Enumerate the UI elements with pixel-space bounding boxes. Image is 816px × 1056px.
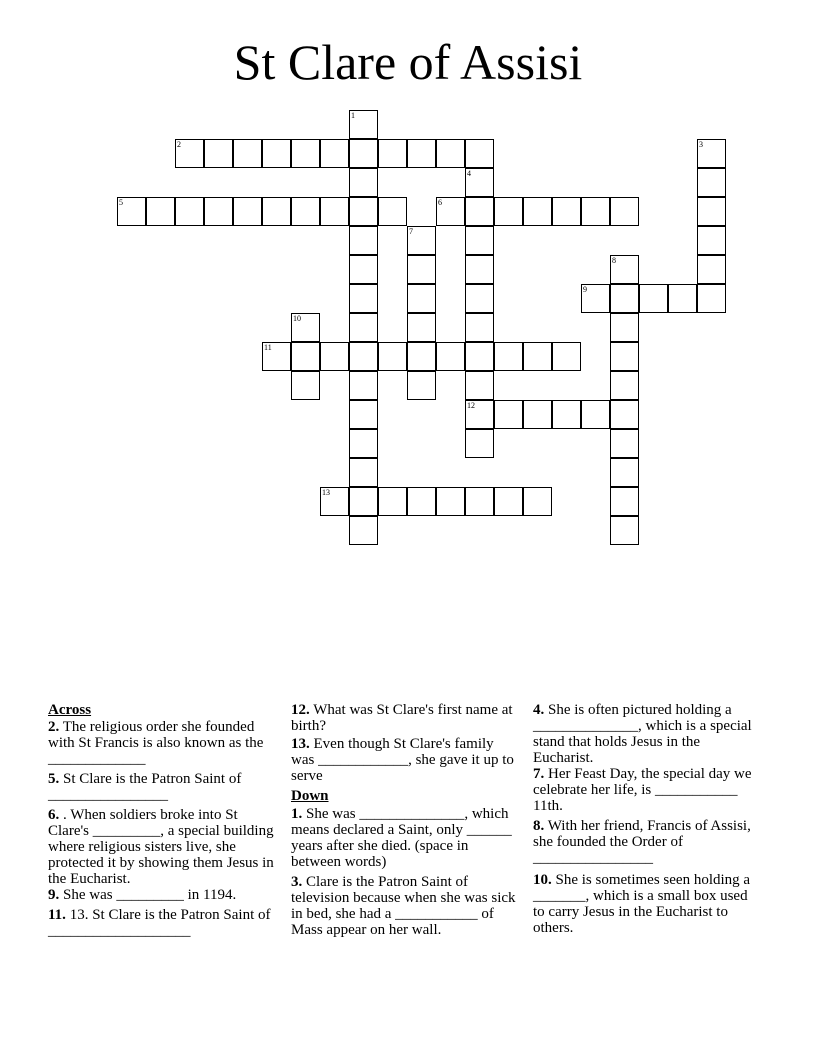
- grid-cell[interactable]: [291, 197, 320, 226]
- clue-number: 7.: [533, 766, 545, 782]
- grid-cell[interactable]: [349, 197, 378, 226]
- cell-input[interactable]: [205, 198, 232, 225]
- grid-cell[interactable]: [465, 139, 494, 168]
- cell-input[interactable]: [321, 343, 348, 370]
- grid-cell[interactable]: [697, 168, 726, 197]
- cell-input[interactable]: [698, 169, 725, 196]
- clue-text: Clare is the Patron Saint of television because when she was sick in bed, she had a ___________ of Mass appear on her wall.: [291, 874, 516, 938]
- cell-input[interactable]: [379, 488, 406, 515]
- cell-input[interactable]: [350, 285, 377, 312]
- clue-text: She is often pictured holding a ______________, which is a special stand that holds Jesus in the Eucharist.: [533, 702, 752, 766]
- grid-cell[interactable]: [349, 255, 378, 284]
- grid-cell[interactable]: [465, 226, 494, 255]
- cell-input[interactable]: [350, 140, 377, 167]
- grid-cell[interactable]: [610, 313, 639, 342]
- cell-input[interactable]: [611, 314, 638, 341]
- grid-cell[interactable]: [349, 313, 378, 342]
- grid-cell[interactable]: [465, 255, 494, 284]
- grid-cell[interactable]: [262, 139, 291, 168]
- clue-number: 3.: [291, 874, 303, 890]
- grid-cell[interactable]: [407, 284, 436, 313]
- clue-number: 9.: [48, 887, 60, 903]
- across-clue-6: [48, 807, 274, 887]
- cell-input[interactable]: [321, 198, 348, 225]
- cell-input[interactable]: [611, 488, 638, 515]
- clue-number-label: 6: [438, 198, 442, 207]
- cell-input[interactable]: [292, 343, 319, 370]
- cell-input[interactable]: [408, 285, 435, 312]
- grid-cell[interactable]: [523, 400, 552, 429]
- grid-cell[interactable]: [146, 197, 175, 226]
- grid-cell[interactable]: [465, 371, 494, 400]
- clues-column-2: [291, 702, 517, 942]
- cell-input[interactable]: [611, 401, 638, 428]
- grid-cell[interactable]: [436, 197, 465, 226]
- grid-cell[interactable]: [465, 429, 494, 458]
- grid-cell[interactable]: [349, 168, 378, 197]
- clue-number: 11.: [48, 907, 66, 923]
- cell-input[interactable]: [350, 343, 377, 370]
- grid-cell[interactable]: [581, 400, 610, 429]
- grid-cell[interactable]: [610, 458, 639, 487]
- grid-cell[interactable]: [291, 139, 320, 168]
- page-title: St Clare of Assisi: [233, 34, 583, 90]
- grid-cell[interactable]: [117, 197, 146, 226]
- cell-input[interactable]: [408, 256, 435, 283]
- grid-cell[interactable]: [610, 487, 639, 516]
- across-clue-12: [291, 702, 517, 734]
- grid-cell[interactable]: [407, 371, 436, 400]
- cell-input[interactable]: [495, 401, 522, 428]
- grid-cell[interactable]: [349, 139, 378, 168]
- clue-text: What was St Clare's first name at birth?: [291, 702, 513, 734]
- cell-input[interactable]: [466, 227, 493, 254]
- clue-number-label: 1: [351, 111, 355, 120]
- cell-input[interactable]: [466, 343, 493, 370]
- cell-input[interactable]: [582, 401, 609, 428]
- cell-input[interactable]: [611, 517, 638, 544]
- clue-number-label: 2: [177, 140, 181, 149]
- grid-cell[interactable]: [610, 342, 639, 371]
- cell-input[interactable]: [350, 372, 377, 399]
- down-clue-10: [533, 872, 759, 936]
- cell-input[interactable]: [321, 140, 348, 167]
- grid-cell[interactable]: [610, 400, 639, 429]
- cell-input[interactable]: [524, 401, 551, 428]
- cell-input[interactable]: [147, 198, 174, 225]
- cell-input[interactable]: [698, 198, 725, 225]
- cell-input[interactable]: [611, 430, 638, 457]
- grid-cell[interactable]: [523, 197, 552, 226]
- down-clue-4: [533, 702, 759, 766]
- grid-cell[interactable]: [697, 255, 726, 284]
- grid-cell[interactable]: [610, 284, 639, 313]
- cell-input[interactable]: [437, 343, 464, 370]
- grid-cell[interactable]: [581, 197, 610, 226]
- grid-cell[interactable]: [639, 284, 668, 313]
- grid-cell[interactable]: [407, 139, 436, 168]
- cell-input[interactable]: [350, 401, 377, 428]
- cell-input[interactable]: [524, 488, 551, 515]
- grid-cell[interactable]: [552, 197, 581, 226]
- cell-input[interactable]: [611, 459, 638, 486]
- cell-input[interactable]: [437, 488, 464, 515]
- cell-input[interactable]: [408, 372, 435, 399]
- clue-number: 10.: [533, 872, 552, 888]
- cell-input[interactable]: [524, 343, 551, 370]
- cell-input[interactable]: [350, 488, 377, 515]
- grid-cell[interactable]: [349, 284, 378, 313]
- grid-cell[interactable]: [349, 342, 378, 371]
- cell-input[interactable]: [350, 169, 377, 196]
- cell-input[interactable]: [379, 198, 406, 225]
- grid-cell[interactable]: [465, 342, 494, 371]
- cell-input[interactable]: [611, 285, 638, 312]
- clue-number-label: 8: [612, 256, 616, 265]
- clue-number-label: 3: [699, 140, 703, 149]
- grid-cell[interactable]: [610, 429, 639, 458]
- across-clue-9: [48, 887, 274, 903]
- grid-cell[interactable]: [349, 458, 378, 487]
- grid-cell[interactable]: [610, 255, 639, 284]
- clue-number-label: 4: [467, 169, 471, 178]
- clue-text: She is sometimes seen holding a _______, which is a small box used to carry Jesus in the Eucharist to others.: [533, 872, 751, 936]
- cell-input[interactable]: [582, 198, 609, 225]
- grid-cell[interactable]: [320, 342, 349, 371]
- grid-cell[interactable]: [697, 284, 726, 313]
- clue-number: 5.: [48, 771, 60, 787]
- cell-input[interactable]: [350, 314, 377, 341]
- down-clue-8: [533, 818, 759, 866]
- grid-cell[interactable]: [378, 342, 407, 371]
- grid-cell[interactable]: [378, 139, 407, 168]
- cell-input[interactable]: [524, 198, 551, 225]
- cell-input[interactable]: [698, 256, 725, 283]
- grid-cell[interactable]: [407, 255, 436, 284]
- grid-cell[interactable]: [320, 487, 349, 516]
- grid-cell[interactable]: [378, 487, 407, 516]
- grid-cell[interactable]: [523, 487, 552, 516]
- cell-input[interactable]: [640, 285, 667, 312]
- cell-input[interactable]: [698, 227, 725, 254]
- down-heading: Down: [291, 788, 329, 804]
- grid-cell[interactable]: [349, 371, 378, 400]
- grid-cell[interactable]: [465, 313, 494, 342]
- clue-number: 2.: [48, 719, 60, 735]
- grid-cell[interactable]: [465, 487, 494, 516]
- cell-input[interactable]: [466, 488, 493, 515]
- grid-cell[interactable]: [552, 342, 581, 371]
- clue-number: 12.: [291, 702, 310, 718]
- clue-number: 8.: [533, 818, 545, 834]
- grid-cell[interactable]: [581, 284, 610, 313]
- grid-cell[interactable]: [494, 400, 523, 429]
- across-heading: Across: [48, 702, 92, 718]
- cell-input[interactable]: [350, 256, 377, 283]
- cell-input[interactable]: [292, 372, 319, 399]
- cell-input[interactable]: [466, 430, 493, 457]
- cell-input[interactable]: [611, 198, 638, 225]
- clue-number-label: 9: [583, 285, 587, 294]
- grid-cell[interactable]: [262, 342, 291, 371]
- grid-cell[interactable]: [465, 197, 494, 226]
- grid-cell[interactable]: [175, 197, 204, 226]
- cell-input[interactable]: [495, 488, 522, 515]
- cell-input[interactable]: [466, 140, 493, 167]
- cell-input[interactable]: [379, 343, 406, 370]
- cell-input[interactable]: [234, 140, 261, 167]
- cell-input[interactable]: [495, 343, 522, 370]
- down-clue-1: [291, 806, 517, 870]
- clue-number: 13.: [291, 736, 310, 752]
- grid-cell[interactable]: [407, 487, 436, 516]
- cell-input[interactable]: [698, 285, 725, 312]
- grid-cell[interactable]: [320, 197, 349, 226]
- grid-cell[interactable]: [349, 516, 378, 545]
- clue-number: 1.: [291, 806, 303, 822]
- grid-cell[interactable]: [668, 284, 697, 313]
- cell-input[interactable]: [553, 198, 580, 225]
- cell-input[interactable]: [408, 140, 435, 167]
- clue-number-label: 5: [119, 198, 123, 207]
- down-clue-3: [291, 874, 517, 938]
- cell-input[interactable]: [466, 314, 493, 341]
- grid-cell[interactable]: [465, 400, 494, 429]
- cell-input[interactable]: [176, 198, 203, 225]
- clue-text: With her friend, Francis of Assisi, she founded the Order of ________________: [533, 818, 751, 866]
- clue-text: Even though St Clare's family was ____________, she gave it up to serve: [291, 736, 514, 784]
- grid-cell[interactable]: [697, 226, 726, 255]
- across-clue-13: [291, 736, 517, 784]
- cell-input[interactable]: [350, 459, 377, 486]
- cell-input[interactable]: [553, 401, 580, 428]
- cell-input[interactable]: [669, 285, 696, 312]
- cell-input[interactable]: [350, 198, 377, 225]
- grid-cell[interactable]: [349, 226, 378, 255]
- cell-input[interactable]: [553, 343, 580, 370]
- grid-cell[interactable]: [349, 487, 378, 516]
- grid-cell[interactable]: [349, 429, 378, 458]
- grid-cell[interactable]: [407, 342, 436, 371]
- grid-cell[interactable]: [610, 197, 639, 226]
- clue-number-label: 13: [322, 488, 330, 497]
- grid-cell[interactable]: [494, 487, 523, 516]
- down-clue-7: [533, 766, 759, 814]
- cell-input[interactable]: [350, 430, 377, 457]
- grid-cell[interactable]: [291, 342, 320, 371]
- cell-input[interactable]: [292, 140, 319, 167]
- cell-input[interactable]: [495, 198, 522, 225]
- grid-cell[interactable]: [378, 197, 407, 226]
- cell-input[interactable]: [205, 140, 232, 167]
- cell-input[interactable]: [408, 488, 435, 515]
- grid-cell[interactable]: [697, 197, 726, 226]
- clue-text: She was ______________, which means declared a Saint, only ______ years after she died. (space in between words): [291, 806, 512, 870]
- cell-input[interactable]: [466, 198, 493, 225]
- cell-input[interactable]: [408, 343, 435, 370]
- grid-cell[interactable]: [552, 400, 581, 429]
- clue-text: The religious order she founded with St Francis is also known as the _____________: [48, 719, 264, 767]
- clues-column-3: [533, 702, 759, 940]
- grid-cell[interactable]: [349, 400, 378, 429]
- grid-cell[interactable]: [494, 197, 523, 226]
- grid-cell[interactable]: [436, 139, 465, 168]
- cell-input[interactable]: [466, 372, 493, 399]
- clue-text: Her Feast Day, the special day we celebrate her life, is ___________ 11th.: [533, 766, 752, 814]
- across-clue-2: [48, 719, 274, 767]
- across-clue-11: [48, 907, 274, 939]
- clue-number: 6.: [48, 807, 60, 823]
- grid-cell[interactable]: [349, 110, 378, 139]
- grid-cell[interactable]: [407, 226, 436, 255]
- clue-text: She was _________ in 1194.: [63, 887, 237, 903]
- cell-input[interactable]: [437, 140, 464, 167]
- grid-cell[interactable]: [204, 139, 233, 168]
- cell-input[interactable]: [611, 343, 638, 370]
- cell-input[interactable]: [466, 256, 493, 283]
- cell-input[interactable]: [234, 198, 261, 225]
- cell-input[interactable]: [292, 198, 319, 225]
- clue-text: St Clare is the Patron Saint of ________________: [48, 771, 242, 803]
- clue-number-label: 10: [293, 314, 301, 323]
- grid-cell[interactable]: [610, 516, 639, 545]
- grid-cell[interactable]: [610, 371, 639, 400]
- grid-cell[interactable]: [407, 313, 436, 342]
- grid-cell[interactable]: [436, 487, 465, 516]
- cell-input[interactable]: [379, 140, 406, 167]
- clue-number: 4.: [533, 702, 545, 718]
- grid-cell[interactable]: [233, 197, 262, 226]
- grid-cell[interactable]: [291, 313, 320, 342]
- grid-cell[interactable]: [697, 139, 726, 168]
- clue-number-label: 11: [264, 343, 272, 352]
- cell-input[interactable]: [408, 314, 435, 341]
- clue-text: 13. St Clare is the Patron Saint of ___________________: [48, 907, 271, 939]
- clue-number-label: 12: [467, 401, 475, 410]
- across-clue-5: [48, 771, 274, 803]
- cell-input[interactable]: [611, 372, 638, 399]
- grid-cell[interactable]: [233, 139, 262, 168]
- grid-cell[interactable]: [494, 342, 523, 371]
- clues-column-1: [48, 702, 274, 943]
- cell-input[interactable]: [350, 227, 377, 254]
- grid-cell[interactable]: [320, 139, 349, 168]
- grid-cell[interactable]: [204, 197, 233, 226]
- cell-input[interactable]: [263, 140, 290, 167]
- grid-cell[interactable]: [465, 284, 494, 313]
- clue-number-label: 7: [409, 227, 413, 236]
- grid-cell[interactable]: [291, 371, 320, 400]
- grid-cell[interactable]: [175, 139, 204, 168]
- grid-cell[interactable]: [465, 168, 494, 197]
- clue-text: . When soldiers broke into St Clare's _________, a special building where religious sisters live, she protected it by showing them Jesus in the Eucharist.: [48, 807, 274, 887]
- cell-input[interactable]: [350, 517, 377, 544]
- grid-cell[interactable]: [523, 342, 552, 371]
- grid-cell[interactable]: [262, 197, 291, 226]
- cell-input[interactable]: [263, 198, 290, 225]
- cell-input[interactable]: [466, 285, 493, 312]
- grid-cell[interactable]: [436, 342, 465, 371]
